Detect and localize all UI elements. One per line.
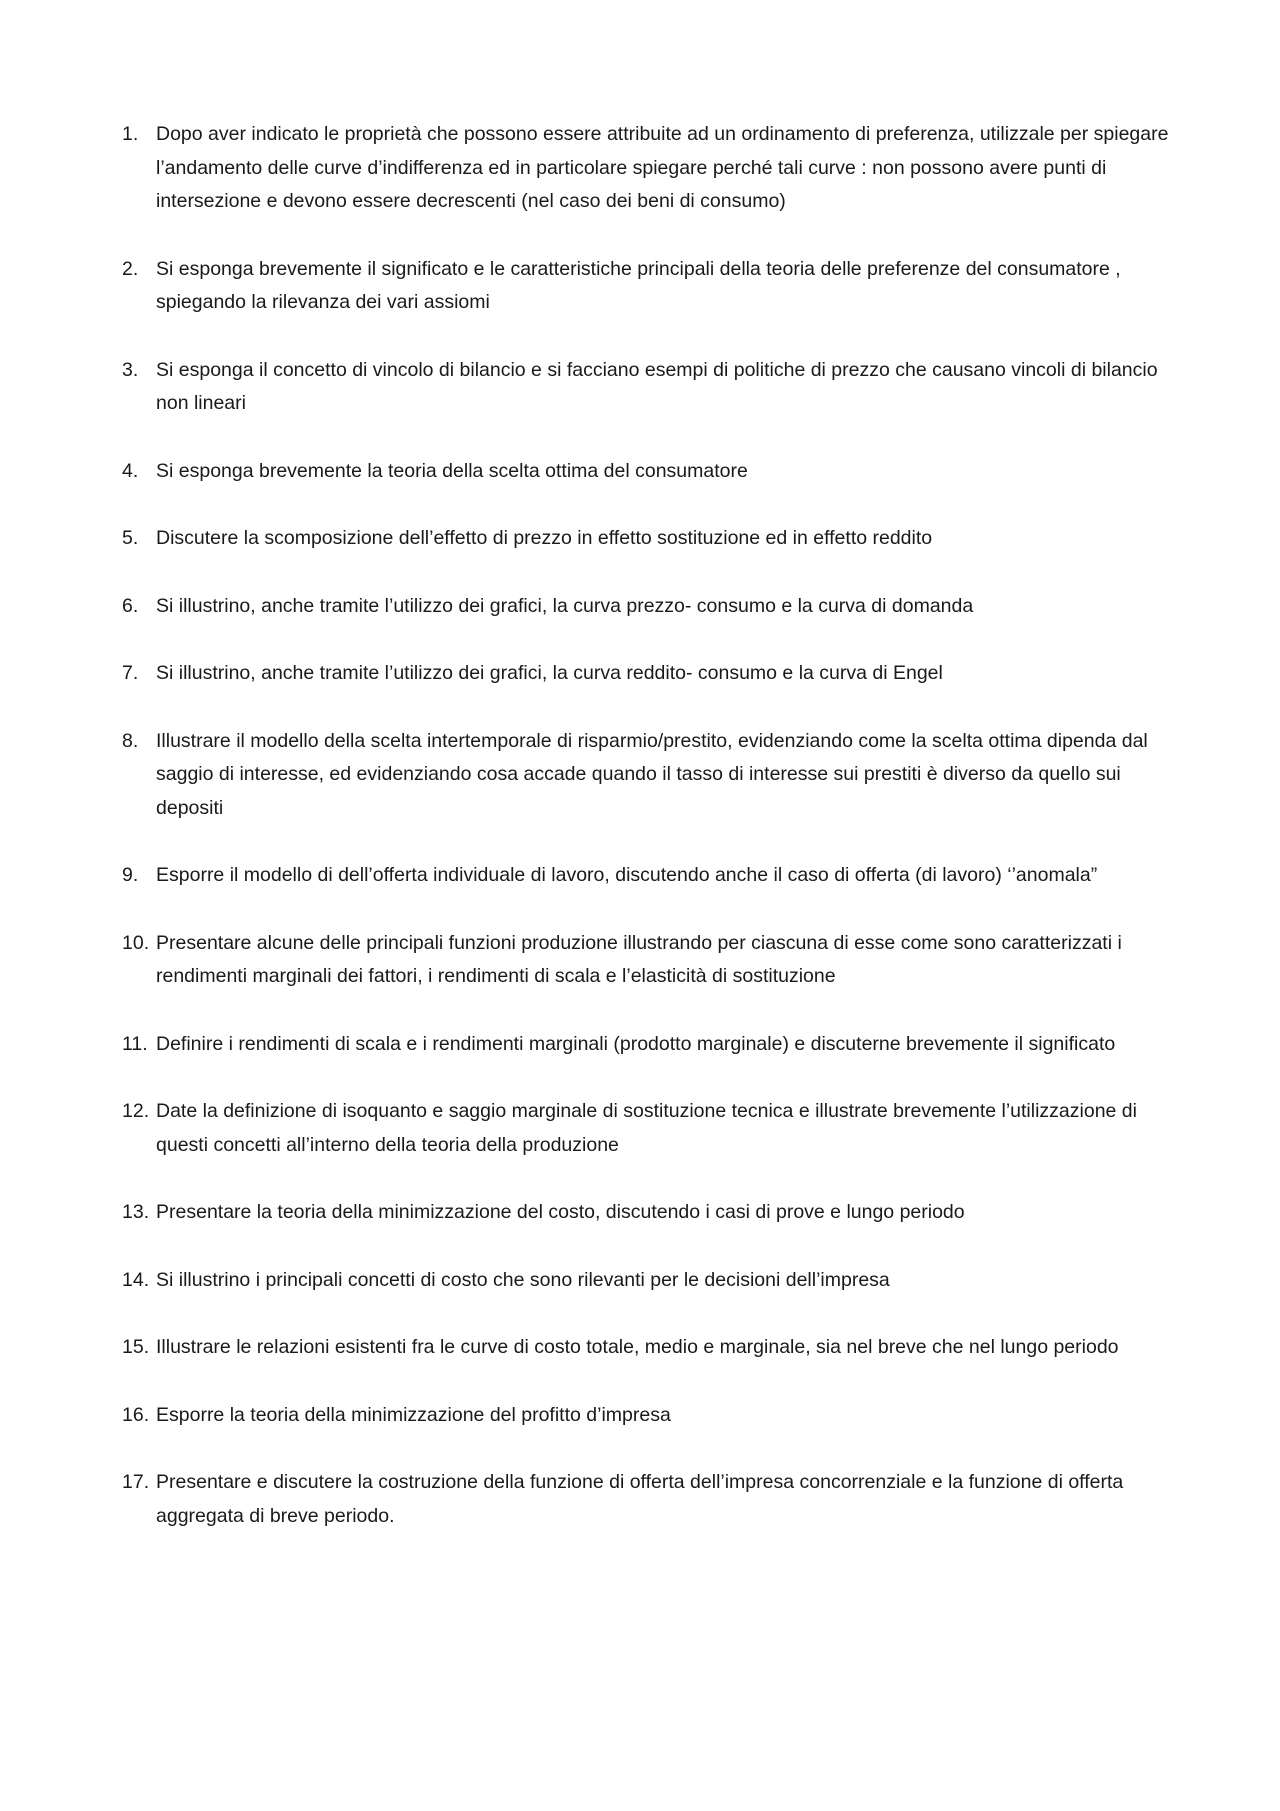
question-text: Esporre il modello di dell’offerta individuale di lavoro, discutendo anche il caso di offerta (di lavoro) ‘’anomala”: [156, 864, 1098, 886]
question-text: Si esponga brevemente il significato e le caratteristiche principali della teoria delle preferenze del consumatore , spiegando la rilevanza dei vari assiomi: [156, 257, 1121, 313]
question-item-9: [122, 859, 1172, 893]
question-text: Presentare e discutere la costruzione della funzione di offerta dell’impresa concorrenziale e la funzione di offerta aggregata di breve periodo.: [156, 1471, 1124, 1527]
question-item-13: [122, 1196, 1172, 1230]
question-text: Date la definizione di isoquanto e saggio marginale di sostituzione tecnica e illustrate brevemente l’utilizzazione di questi concetti all’interno della teoria della produzione: [156, 1100, 1137, 1156]
question-item-6: [122, 590, 1172, 624]
question-number: 16.: [122, 1403, 150, 1426]
question-item-7: [122, 657, 1172, 691]
question-text: Discutere la scomposizione dell’effetto di prezzo in effetto sostituzione ed in effetto reddito: [156, 527, 933, 549]
question-text: Definire i rendimenti di scala e i rendimenti marginali (prodotto marginale) e discuterne brevemente il significato: [156, 1032, 1116, 1055]
question-list: [122, 118, 1172, 1567]
question-item-11: [122, 1028, 1172, 1062]
question-text: Si illustrino, anche tramite l’utilizzo dei grafici, la curva prezzo- consumo e la curva di domanda: [156, 594, 974, 617]
question-number: 8.: [122, 729, 139, 752]
question-number: 4.: [122, 459, 139, 482]
question-number: 15.: [122, 1336, 150, 1358]
question-item-4: [122, 455, 1172, 489]
question-number: 12.: [122, 1100, 150, 1122]
question-text: Presentare alcune delle principali funzioni produzione illustrando per ciascuna di esse come sono caratterizzati i rendimenti marginali dei fattori, i rendimenti di scala e l’elasticità di sostituzione: [156, 931, 1122, 987]
question-item-14: [122, 1264, 1172, 1298]
question-text: Illustrare il modello della scelta intertemporale di risparmio/prestito, evidenziando come la scelta ottima dipenda dal saggio di interesse, ed evidenziando cosa accade quando il tasso di interesse sui prestiti è diverso da quello sui depositi: [156, 729, 1148, 819]
question-item-8: [122, 725, 1172, 826]
question-number: 17.: [122, 1471, 150, 1493]
question-text: Si esponga il concetto di vincolo di bilancio e si facciano esempi di politiche di prezzo che causano vincoli di bilancio non lineari: [156, 358, 1158, 414]
question-item-17: [122, 1466, 1172, 1533]
question-number: 7.: [122, 662, 139, 684]
question-text: Esporre la teoria della minimizzazione del profitto d’impresa: [156, 1403, 671, 1426]
question-number: 10.: [122, 931, 150, 954]
question-text: Presentare la teoria della minimizzazione del costo, discutendo i casi di prove e lungo periodo: [156, 1201, 965, 1223]
question-text: Si illustrino i principali concetti di costo che sono rilevanti per le decisioni dell’impresa: [156, 1268, 890, 1291]
question-item-5: [122, 522, 1172, 556]
question-item-1: [122, 118, 1172, 219]
question-number: 1.: [122, 123, 139, 145]
question-item-15: [122, 1331, 1172, 1365]
question-text: Si esponga brevemente la teoria della scelta ottima del consumatore: [156, 459, 748, 482]
question-item-10: [122, 927, 1172, 994]
question-item-2: [122, 253, 1172, 320]
question-number: 6.: [122, 594, 139, 617]
question-item-12: [122, 1095, 1172, 1162]
question-number: 11.: [122, 1032, 148, 1055]
question-number: 2.: [122, 257, 139, 280]
question-number: 5.: [122, 527, 139, 549]
question-number: 14.: [122, 1268, 150, 1291]
question-number: 13.: [122, 1201, 150, 1223]
question-text: Illustrare le relazioni esistenti fra le curve di costo totale, medio e marginale, sia nel breve che nel lungo periodo: [156, 1336, 1119, 1358]
question-item-3: [122, 354, 1172, 421]
question-number: 9.: [122, 864, 139, 886]
question-text: Dopo aver indicato le proprietà che possono essere attribuite ad un ordinamento di preferenza, utilizzale per spiegare l’andamento delle curve d’indifferenza ed in particolare spiegare perché tali curve : non possono avere punti di intersezione e devono essere decrescenti (nel caso dei beni di consumo): [156, 123, 1169, 212]
question-number: 3.: [122, 358, 139, 381]
question-item-16: [122, 1399, 1172, 1433]
question-text: Si illustrino, anche tramite l’utilizzo dei grafici, la curva reddito- consumo e la curva di Engel: [156, 662, 943, 684]
